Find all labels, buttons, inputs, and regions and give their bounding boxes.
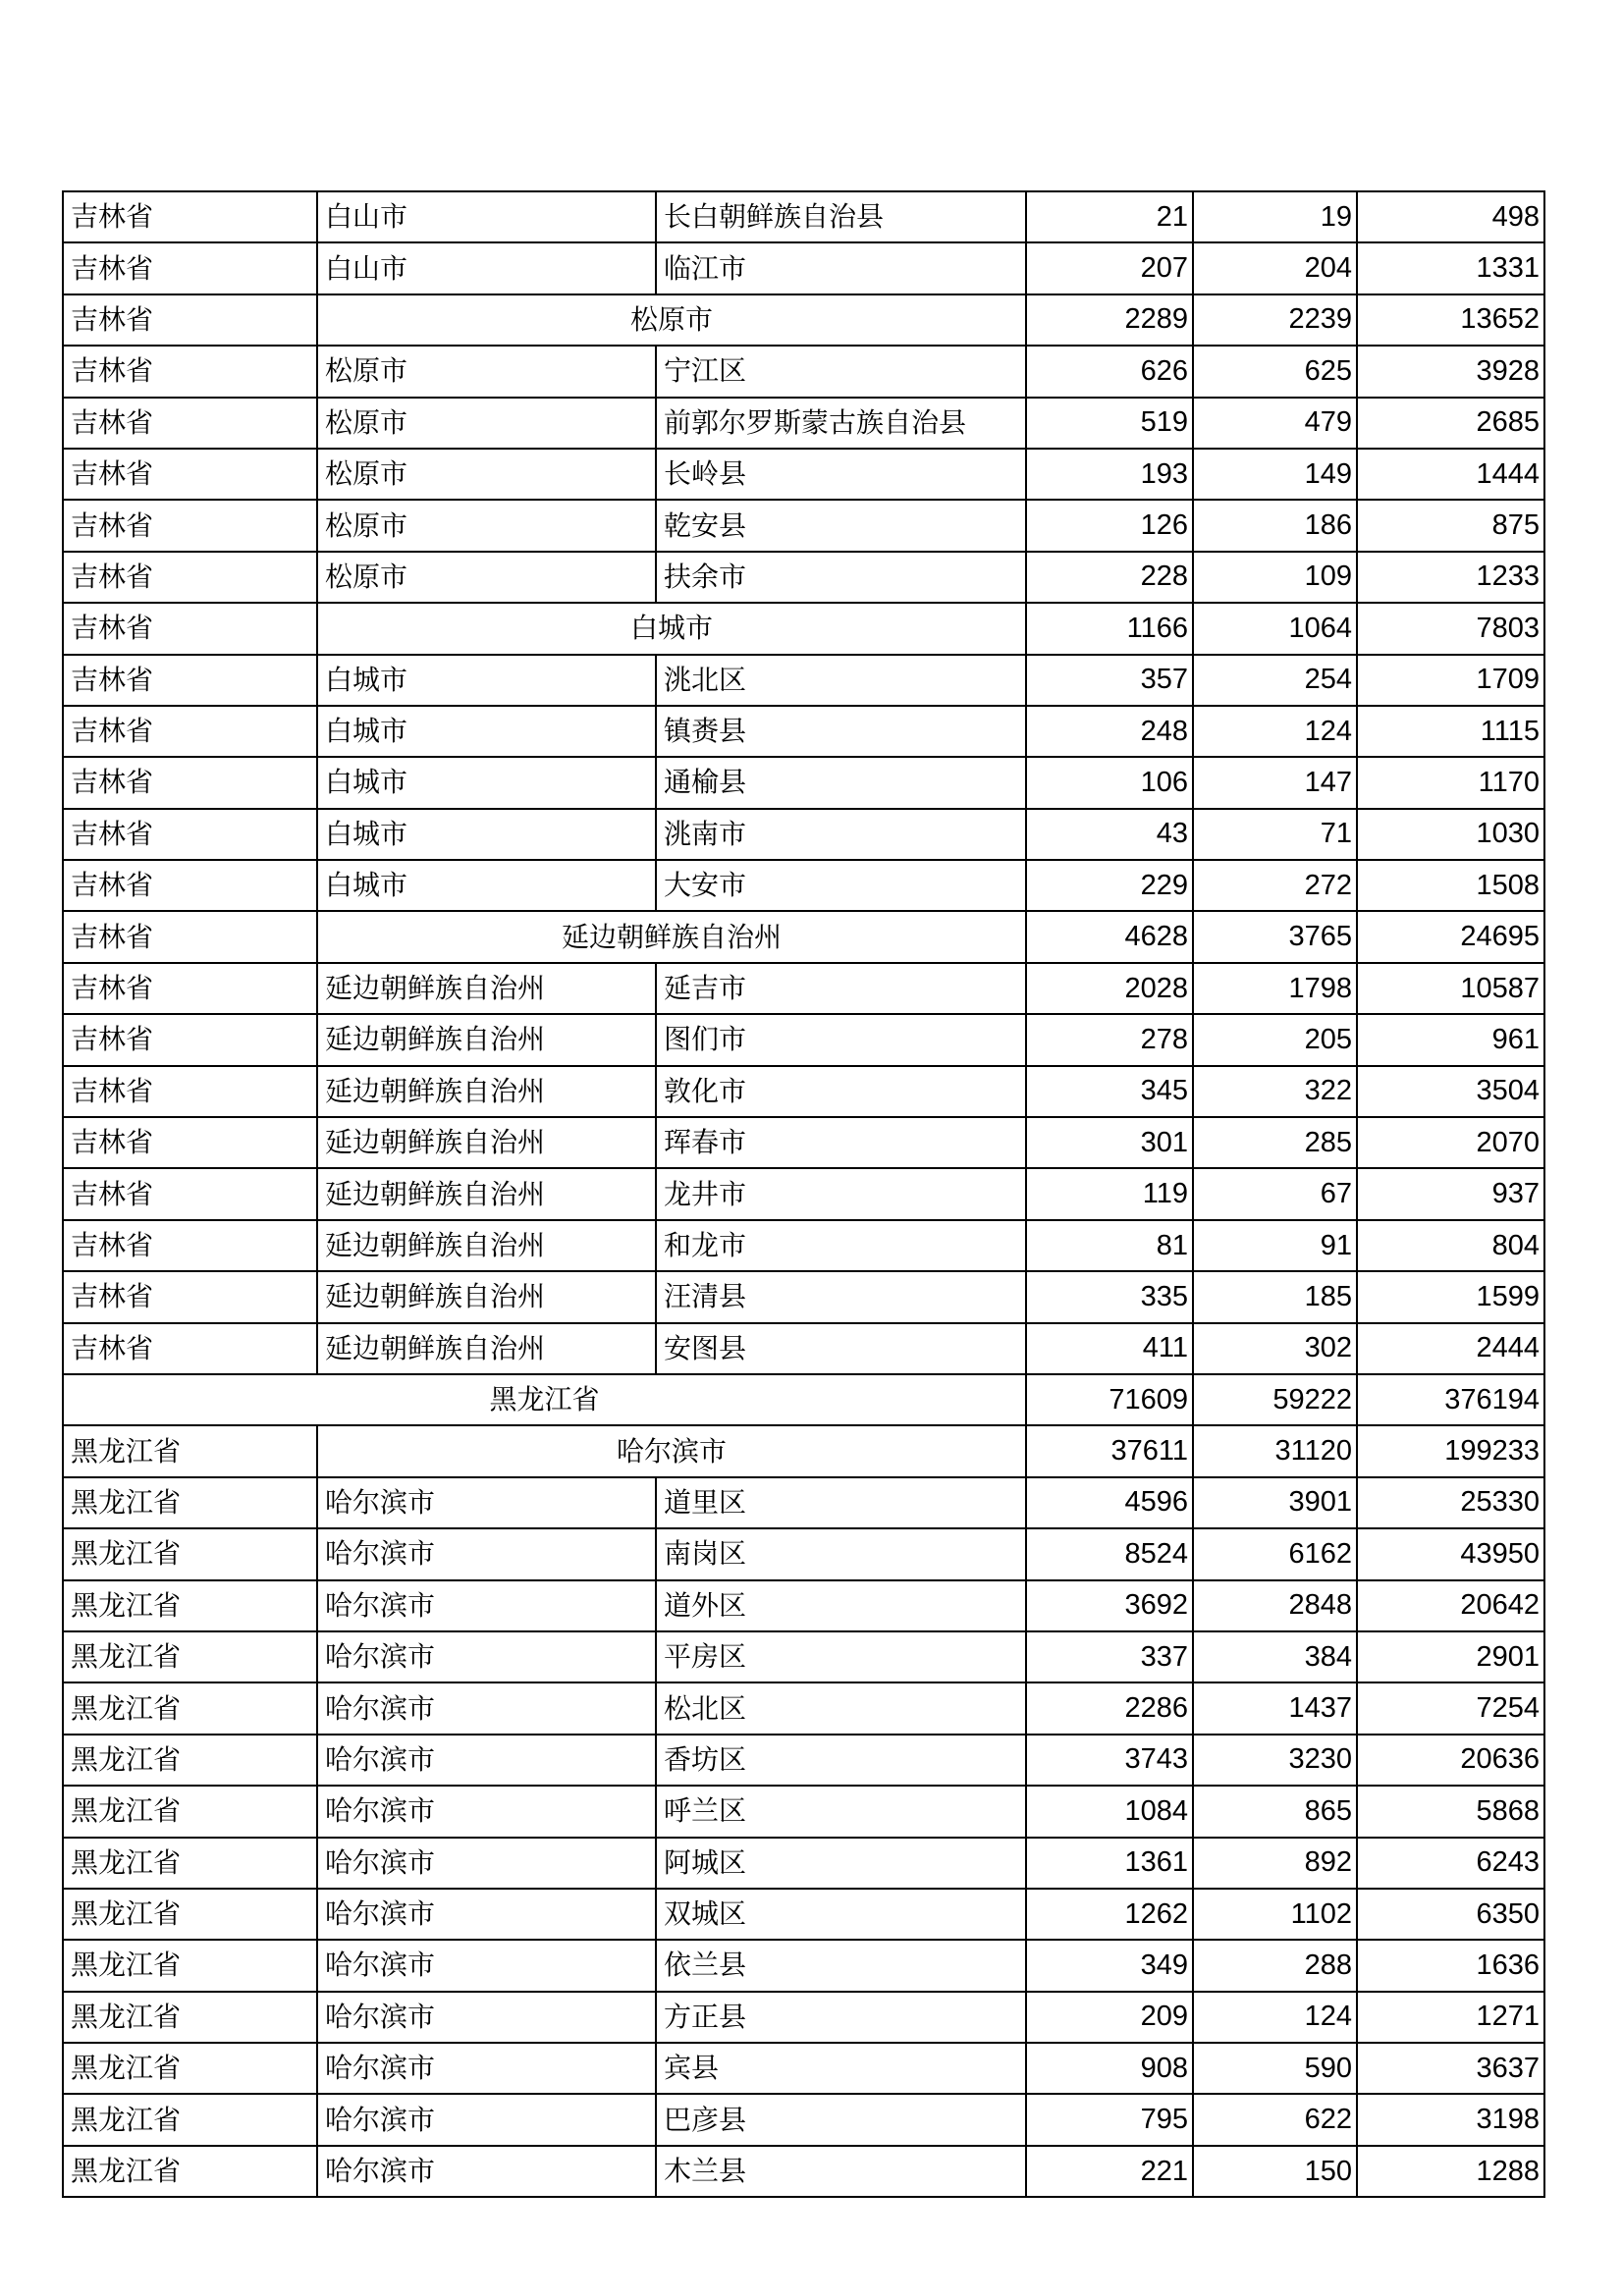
value-cell: 337 [1026,1631,1193,1682]
city-row [63,603,1544,654]
city-cell: 延边朝鲜族自治州 [317,963,656,1014]
county-row [63,242,1544,294]
value-cell: 301 [1026,1117,1193,1168]
city-cell: 哈尔滨市 [317,2094,656,2145]
city-cell: 延边朝鲜族自治州 [317,1323,656,1374]
city-cell: 白城市 [317,757,656,808]
province-cell: 吉林省 [63,655,317,706]
county-cell: 临江市 [656,242,1026,294]
province-cell: 吉林省 [63,603,317,654]
city-cell: 白城市 [317,809,656,860]
value-cell: 892 [1193,1838,1357,1889]
value-cell: 254 [1193,655,1357,706]
value-cell: 1271 [1357,1992,1544,2043]
value-cell: 3928 [1357,346,1544,397]
province-cell: 黑龙江省 [63,1374,1026,1425]
value-cell: 1262 [1026,1889,1193,1940]
value-cell: 71609 [1026,1374,1193,1425]
province-cell: 黑龙江省 [63,2094,317,2145]
county-cell: 木兰县 [656,2146,1026,2197]
city-cell: 哈尔滨市 [317,2146,656,2197]
county-cell: 龙井市 [656,1168,1026,1219]
county-cell: 呼兰区 [656,1786,1026,1837]
province-cell: 吉林省 [63,963,317,1014]
county-row [63,1271,1544,1322]
city-cell: 哈尔滨市 [317,1940,656,1991]
value-cell: 1798 [1193,963,1357,1014]
county-row [63,860,1544,911]
county-row [63,449,1544,500]
city-cell: 白城市 [317,603,1026,654]
value-cell: 21 [1026,191,1193,242]
county-row [63,655,1544,706]
value-cell: 795 [1026,2094,1193,2145]
value-cell: 1331 [1357,242,1544,294]
value-cell: 1233 [1357,552,1544,603]
province-cell: 吉林省 [63,398,317,449]
value-cell: 2685 [1357,398,1544,449]
value-cell: 149 [1193,449,1357,500]
value-cell: 2028 [1026,963,1193,1014]
province-cell: 黑龙江省 [63,1631,317,1682]
value-cell: 1115 [1357,706,1544,757]
value-cell: 43950 [1357,1528,1544,1579]
county-cell: 方正县 [656,1992,1026,2043]
county-cell: 安图县 [656,1323,1026,1374]
county-row [63,1168,1544,1219]
value-cell: 1166 [1026,603,1193,654]
value-cell: 961 [1357,1014,1544,1065]
province-cell: 吉林省 [63,294,317,346]
value-cell: 3504 [1357,1066,1544,1117]
city-cell: 哈尔滨市 [317,1580,656,1631]
county-cell: 珲春市 [656,1117,1026,1168]
city-cell: 延边朝鲜族自治州 [317,911,1026,962]
value-cell: 3901 [1193,1477,1357,1528]
value-cell: 937 [1357,1168,1544,1219]
city-cell: 延边朝鲜族自治州 [317,1117,656,1168]
county-row [63,1786,1544,1837]
county-cell: 宾县 [656,2043,1026,2094]
county-cell: 道外区 [656,1580,1026,1631]
city-cell: 松原市 [317,500,656,551]
city-cell: 松原市 [317,294,1026,346]
table-body [63,191,1544,2197]
city-cell: 白城市 [317,655,656,706]
value-cell: 71 [1193,809,1357,860]
county-cell: 汪清县 [656,1271,1026,1322]
value-cell: 209 [1026,1992,1193,2043]
city-cell: 哈尔滨市 [317,1631,656,1682]
value-cell: 1508 [1357,860,1544,911]
value-cell: 221 [1026,2146,1193,2197]
value-cell: 59222 [1193,1374,1357,1425]
value-cell: 357 [1026,655,1193,706]
value-cell: 1064 [1193,603,1357,654]
value-cell: 185 [1193,1271,1357,1322]
province-cell: 吉林省 [63,1323,317,1374]
county-cell: 长岭县 [656,449,1026,500]
county-row [63,1117,1544,1168]
value-cell: 2070 [1357,1117,1544,1168]
value-cell: 865 [1193,1786,1357,1837]
city-cell: 延边朝鲜族自治州 [317,1168,656,1219]
county-row [63,1631,1544,1682]
value-cell: 1709 [1357,655,1544,706]
value-cell: 6162 [1193,1528,1357,1579]
value-cell: 3230 [1193,1735,1357,1786]
county-row [63,552,1544,603]
value-cell: 25330 [1357,1477,1544,1528]
city-cell: 哈尔滨市 [317,1477,656,1528]
city-cell: 延边朝鲜族自治州 [317,1220,656,1271]
value-cell: 20636 [1357,1735,1544,1786]
value-cell: 1084 [1026,1786,1193,1837]
value-cell: 335 [1026,1271,1193,1322]
county-row [63,963,1544,1014]
county-row [63,1682,1544,1734]
value-cell: 376194 [1357,1374,1544,1425]
county-cell: 香坊区 [656,1735,1026,1786]
value-cell: 626 [1026,346,1193,397]
county-row [63,346,1544,397]
city-cell: 延边朝鲜族自治州 [317,1066,656,1117]
city-cell: 哈尔滨市 [317,1682,656,1734]
value-cell: 1030 [1357,809,1544,860]
province-cell: 黑龙江省 [63,1528,317,1579]
value-cell: 302 [1193,1323,1357,1374]
value-cell: 37611 [1026,1425,1193,1476]
county-row [63,1838,1544,1889]
county-cell: 双城区 [656,1889,1026,1940]
county-cell: 延吉市 [656,963,1026,1014]
province-row [63,1374,1544,1425]
value-cell: 1170 [1357,757,1544,808]
city-row [63,294,1544,346]
city-cell: 白山市 [317,242,656,294]
value-cell: 229 [1026,860,1193,911]
province-cell: 吉林省 [63,346,317,397]
value-cell: 384 [1193,1631,1357,1682]
province-cell: 吉林省 [63,500,317,551]
value-cell: 106 [1026,757,1193,808]
county-cell: 洮南市 [656,809,1026,860]
province-cell: 黑龙江省 [63,1580,317,1631]
value-cell: 7254 [1357,1682,1544,1734]
value-cell: 288 [1193,1940,1357,1991]
city-cell: 松原市 [317,552,656,603]
county-cell: 长白朝鲜族自治县 [656,191,1026,242]
province-cell: 吉林省 [63,757,317,808]
province-cell: 吉林省 [63,706,317,757]
value-cell: 1444 [1357,449,1544,500]
value-cell: 2901 [1357,1631,1544,1682]
county-cell: 巴彦县 [656,2094,1026,2145]
value-cell: 31120 [1193,1425,1357,1476]
value-cell: 1636 [1357,1940,1544,1991]
value-cell: 278 [1026,1014,1193,1065]
county-row [63,1477,1544,1528]
value-cell: 150 [1193,2146,1357,2197]
city-row [63,911,1544,962]
value-cell: 285 [1193,1117,1357,1168]
value-cell: 228 [1026,552,1193,603]
county-cell: 道里区 [656,1477,1026,1528]
value-cell: 193 [1026,449,1193,500]
value-cell: 43 [1026,809,1193,860]
city-cell: 白城市 [317,860,656,911]
value-cell: 1599 [1357,1271,1544,1322]
value-cell: 6243 [1357,1838,1544,1889]
value-cell: 24695 [1357,911,1544,962]
province-cell: 吉林省 [63,1014,317,1065]
value-cell: 4628 [1026,911,1193,962]
value-cell: 345 [1026,1066,1193,1117]
value-cell: 804 [1357,1220,1544,1271]
value-cell: 6350 [1357,1889,1544,1940]
value-cell: 147 [1193,757,1357,808]
city-cell: 哈尔滨市 [317,1425,1026,1476]
county-row [63,1580,1544,1631]
value-cell: 322 [1193,1066,1357,1117]
data-table [62,190,1545,2198]
county-row [63,1014,1544,1065]
value-cell: 13652 [1357,294,1544,346]
value-cell: 519 [1026,398,1193,449]
province-cell: 黑龙江省 [63,1425,317,1476]
value-cell: 10587 [1357,963,1544,1014]
value-cell: 3765 [1193,911,1357,962]
province-cell: 黑龙江省 [63,1682,317,1734]
county-row [63,191,1544,242]
value-cell: 5868 [1357,1786,1544,1837]
value-cell: 2239 [1193,294,1357,346]
county-row [63,1889,1544,1940]
county-cell: 前郭尔罗斯蒙古族自治县 [656,398,1026,449]
province-cell: 吉林省 [63,1271,317,1322]
value-cell: 349 [1026,1940,1193,1991]
value-cell: 590 [1193,2043,1357,2094]
value-cell: 20642 [1357,1580,1544,1631]
province-cell: 吉林省 [63,1117,317,1168]
county-row [63,1940,1544,1991]
city-row [63,1425,1544,1476]
county-cell: 扶余市 [656,552,1026,603]
value-cell: 207 [1026,242,1193,294]
value-cell: 3692 [1026,1580,1193,1631]
county-cell: 平房区 [656,1631,1026,1682]
county-row [63,1735,1544,1786]
value-cell: 411 [1026,1323,1193,1374]
city-cell: 哈尔滨市 [317,1528,656,1579]
county-cell: 通榆县 [656,757,1026,808]
value-cell: 2848 [1193,1580,1357,1631]
value-cell: 199233 [1357,1425,1544,1476]
province-cell: 吉林省 [63,552,317,603]
value-cell: 875 [1357,500,1544,551]
city-cell: 松原市 [317,346,656,397]
county-cell: 阿城区 [656,1838,1026,1889]
city-cell: 哈尔滨市 [317,1786,656,1837]
county-cell: 和龙市 [656,1220,1026,1271]
value-cell: 479 [1193,398,1357,449]
county-row [63,706,1544,757]
county-cell: 松北区 [656,1682,1026,1734]
province-cell: 黑龙江省 [63,1992,317,2043]
county-row [63,2043,1544,2094]
value-cell: 1288 [1357,2146,1544,2197]
county-row [63,1066,1544,1117]
value-cell: 2289 [1026,294,1193,346]
value-cell: 119 [1026,1168,1193,1219]
province-cell: 吉林省 [63,449,317,500]
province-cell: 吉林省 [63,1066,317,1117]
county-row [63,809,1544,860]
value-cell: 272 [1193,860,1357,911]
value-cell: 3198 [1357,2094,1544,2145]
county-cell: 依兰县 [656,1940,1026,1991]
value-cell: 7803 [1357,603,1544,654]
city-cell: 松原市 [317,398,656,449]
county-cell: 镇赉县 [656,706,1026,757]
county-row [63,500,1544,551]
county-cell: 宁江区 [656,346,1026,397]
province-cell: 黑龙江省 [63,2146,317,2197]
value-cell: 67 [1193,1168,1357,1219]
value-cell: 204 [1193,242,1357,294]
value-cell: 19 [1193,191,1357,242]
value-cell: 91 [1193,1220,1357,1271]
city-cell: 延边朝鲜族自治州 [317,1271,656,1322]
value-cell: 3637 [1357,2043,1544,2094]
county-cell: 洮北区 [656,655,1026,706]
city-cell: 哈尔滨市 [317,1992,656,2043]
province-cell: 吉林省 [63,1168,317,1219]
county-row [63,2146,1544,2197]
value-cell: 622 [1193,2094,1357,2145]
city-cell: 白城市 [317,706,656,757]
county-row [63,1220,1544,1271]
value-cell: 124 [1193,1992,1357,2043]
county-row [63,1992,1544,2043]
county-cell: 南岗区 [656,1528,1026,1579]
province-cell: 吉林省 [63,242,317,294]
city-cell: 哈尔滨市 [317,1889,656,1940]
value-cell: 625 [1193,346,1357,397]
province-cell: 黑龙江省 [63,1786,317,1837]
province-cell: 吉林省 [63,191,317,242]
county-cell: 大安市 [656,860,1026,911]
province-cell: 黑龙江省 [63,1477,317,1528]
province-cell: 吉林省 [63,809,317,860]
province-cell: 吉林省 [63,911,317,962]
value-cell: 498 [1357,191,1544,242]
value-cell: 124 [1193,706,1357,757]
value-cell: 908 [1026,2043,1193,2094]
county-row [63,757,1544,808]
value-cell: 205 [1193,1014,1357,1065]
county-cell: 敦化市 [656,1066,1026,1117]
city-cell: 白山市 [317,191,656,242]
province-cell: 吉林省 [63,860,317,911]
province-cell: 吉林省 [63,1220,317,1271]
city-cell: 松原市 [317,449,656,500]
value-cell: 4596 [1026,1477,1193,1528]
county-row [63,1323,1544,1374]
province-cell: 黑龙江省 [63,1735,317,1786]
value-cell: 109 [1193,552,1357,603]
value-cell: 1361 [1026,1838,1193,1889]
value-cell: 248 [1026,706,1193,757]
county-row [63,2094,1544,2145]
value-cell: 8524 [1026,1528,1193,1579]
province-cell: 黑龙江省 [63,1940,317,1991]
value-cell: 1102 [1193,1889,1357,1940]
value-cell: 3743 [1026,1735,1193,1786]
value-cell: 2444 [1357,1323,1544,1374]
value-cell: 186 [1193,500,1357,551]
value-cell: 126 [1026,500,1193,551]
value-cell: 1437 [1193,1682,1357,1734]
city-cell: 哈尔滨市 [317,1735,656,1786]
county-cell: 乾安县 [656,500,1026,551]
city-cell: 哈尔滨市 [317,2043,656,2094]
county-row [63,398,1544,449]
province-cell: 黑龙江省 [63,1889,317,1940]
value-cell: 81 [1026,1220,1193,1271]
county-cell: 图们市 [656,1014,1026,1065]
value-cell: 2286 [1026,1682,1193,1734]
province-cell: 黑龙江省 [63,2043,317,2094]
city-cell: 哈尔滨市 [317,1838,656,1889]
city-cell: 延边朝鲜族自治州 [317,1014,656,1065]
county-row [63,1528,1544,1579]
province-cell: 黑龙江省 [63,1838,317,1889]
